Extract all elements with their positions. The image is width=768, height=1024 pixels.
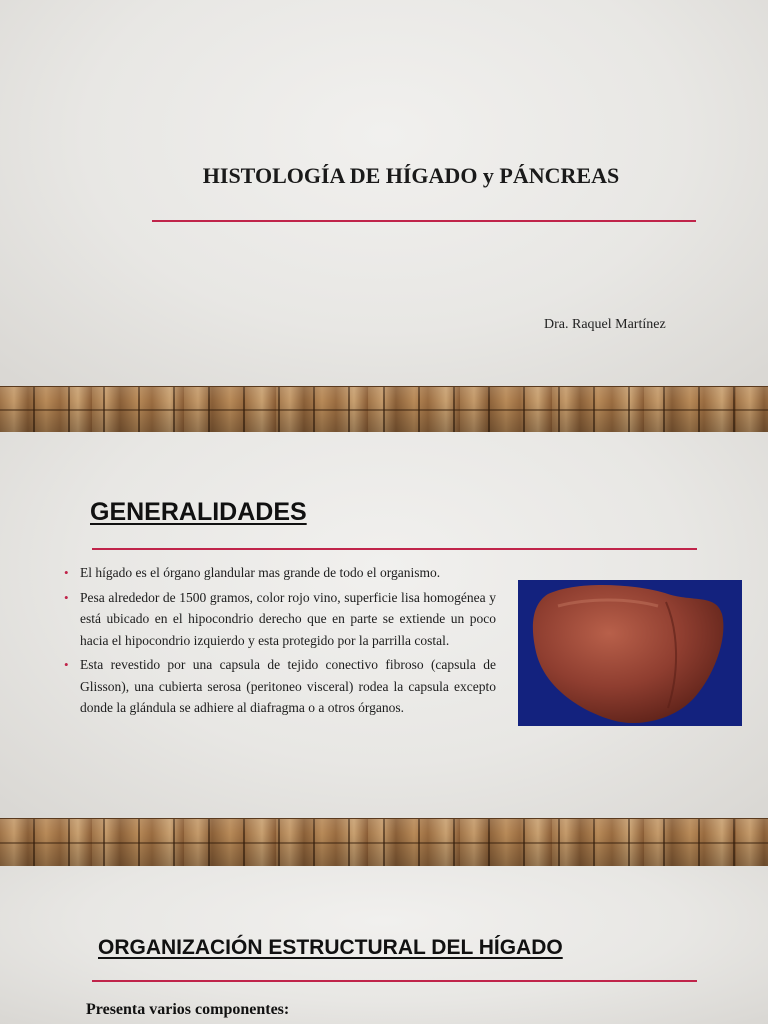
slide-1-title: HISTOLOGÍA DE HÍGADO y PÁNCREAS	[202, 163, 620, 188]
bullet-item	[64, 587, 496, 652]
bullet-marker: •	[64, 657, 69, 672]
bullet-item	[64, 654, 496, 719]
liver-photo	[518, 580, 742, 726]
generalidades-bullet-list	[64, 562, 496, 722]
bullet-text: Esta revestido por una capsula de tejido conectivo fibroso (capsula de Glisson), una cubierta serosa (peritoneo visceral) rodea la capsula excepto donde la glándula se adhiere al diafragma o a otros órganos.	[80, 657, 496, 715]
slide-1	[0, 0, 768, 386]
slide-2-heading-rule	[92, 548, 697, 550]
slide-1-title-rule	[152, 220, 696, 222]
slide-3-subheading: Presenta varios componentes:	[86, 1001, 290, 1018]
bullet-marker: •	[64, 565, 69, 580]
slide-1-author: Dra. Raquel Martínez	[544, 317, 666, 332]
bullet-item	[64, 562, 496, 584]
bullet-text: El hígado es el órgano glandular mas grande de todo el organismo.	[80, 565, 441, 580]
slide-3-heading: ORGANIZACIÓN ESTRUCTURAL DEL HÍGADO	[98, 936, 563, 959]
liver-illustration	[518, 580, 742, 726]
wood-floor-divider-2	[0, 818, 768, 868]
bullet-marker: •	[64, 589, 69, 605]
bullet-text: Pesa alrededor de 1500 gramos, color rojo vino, superficie lisa homogénea y está ubicado en el hipocondrio derecho que en parte se extiende un poco hacia el hipocondrio izquierdo y esta protegido por la parrilla costal.	[80, 589, 496, 648]
slide-2-heading: GENERALIDADES	[90, 498, 307, 526]
slide-3-heading-rule	[92, 980, 697, 982]
wood-floor-divider-1	[0, 386, 768, 434]
